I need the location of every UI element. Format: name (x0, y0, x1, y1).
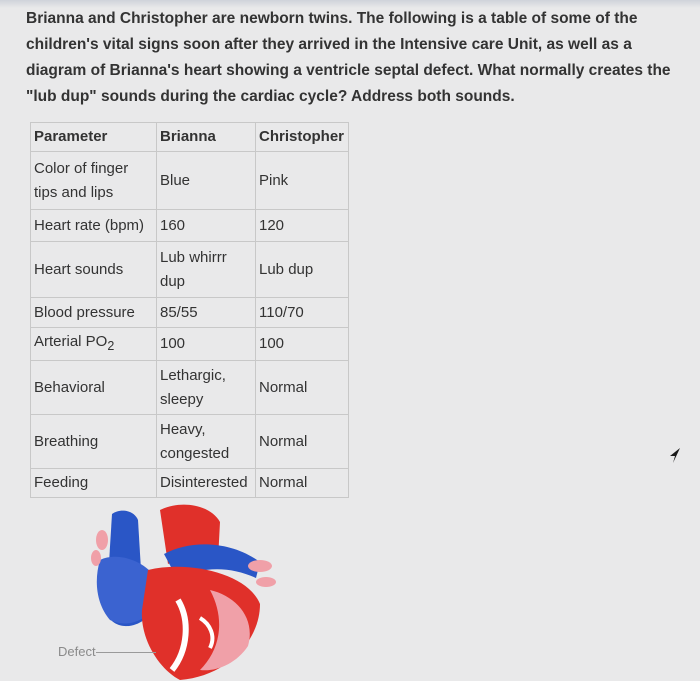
header-parameter: Parameter (31, 123, 157, 152)
row-brianna: Lethargic, sleepy (157, 361, 256, 415)
table-row (31, 469, 349, 498)
header-brianna: Brianna (157, 123, 256, 152)
header-christopher: Christopher (256, 123, 349, 152)
vessel-left-2 (91, 550, 101, 566)
row-param (31, 328, 157, 361)
row-param: Feeding (31, 469, 157, 498)
row-brianna: Blue (157, 152, 256, 210)
row-brianna: Lub whirrr dup (157, 242, 256, 298)
row-brianna: 85/55 (157, 298, 256, 328)
defect-label: Defect (58, 644, 96, 659)
vessel-left-1 (96, 530, 108, 550)
table-header-row (31, 123, 349, 152)
defect-pointer-line (96, 652, 156, 653)
vessel-right-1 (248, 560, 272, 572)
table-row (31, 298, 349, 328)
row-brianna: 100 (157, 328, 256, 361)
row-brianna: Disinterested (157, 469, 256, 498)
row-christopher: Lub dup (256, 242, 349, 298)
vessel-right-2 (256, 577, 276, 587)
subscript-2: 2 (107, 339, 115, 353)
row-christopher: 110/70 (256, 298, 349, 328)
row-param: Behavioral (31, 361, 157, 415)
table-row (31, 152, 349, 210)
table-row (31, 210, 349, 242)
row-param: Blood pressure (31, 298, 157, 328)
vital-signs-table (30, 122, 349, 498)
row-christopher: Normal (256, 415, 349, 469)
row-christopher: Normal (256, 469, 349, 498)
arterial-po-label: Arterial PO (34, 333, 108, 350)
question-text: Brianna and Christopher are newborn twins. The following is a table of some of the children's vital signs soon after they arrived in the Intensive care Unit, as well as a diagram of Brianna's heart showing a ventricle septal defect. What normally creates the "lub dup" sounds during the cardiac cycle? Address both sounds. (26, 10, 671, 105)
row-christopher: Pink (256, 152, 349, 210)
row-christopher: 100 (256, 328, 349, 361)
row-christopher: Normal (256, 361, 349, 415)
row-brianna: Heavy, congested (157, 415, 256, 469)
row-brianna: 160 (157, 210, 256, 242)
row-param: Breathing (31, 415, 157, 469)
table-row (31, 361, 349, 415)
heart-diagram (60, 500, 300, 680)
table-row (31, 328, 349, 361)
mouse-pointer-icon (668, 447, 682, 465)
row-param: Heart sounds (31, 242, 157, 298)
table-row (31, 242, 349, 298)
row-param: Heart rate (bpm) (31, 210, 157, 242)
row-param: Color of finger tips and lips (31, 152, 157, 210)
table-row (31, 415, 349, 469)
row-christopher: 120 (256, 210, 349, 242)
